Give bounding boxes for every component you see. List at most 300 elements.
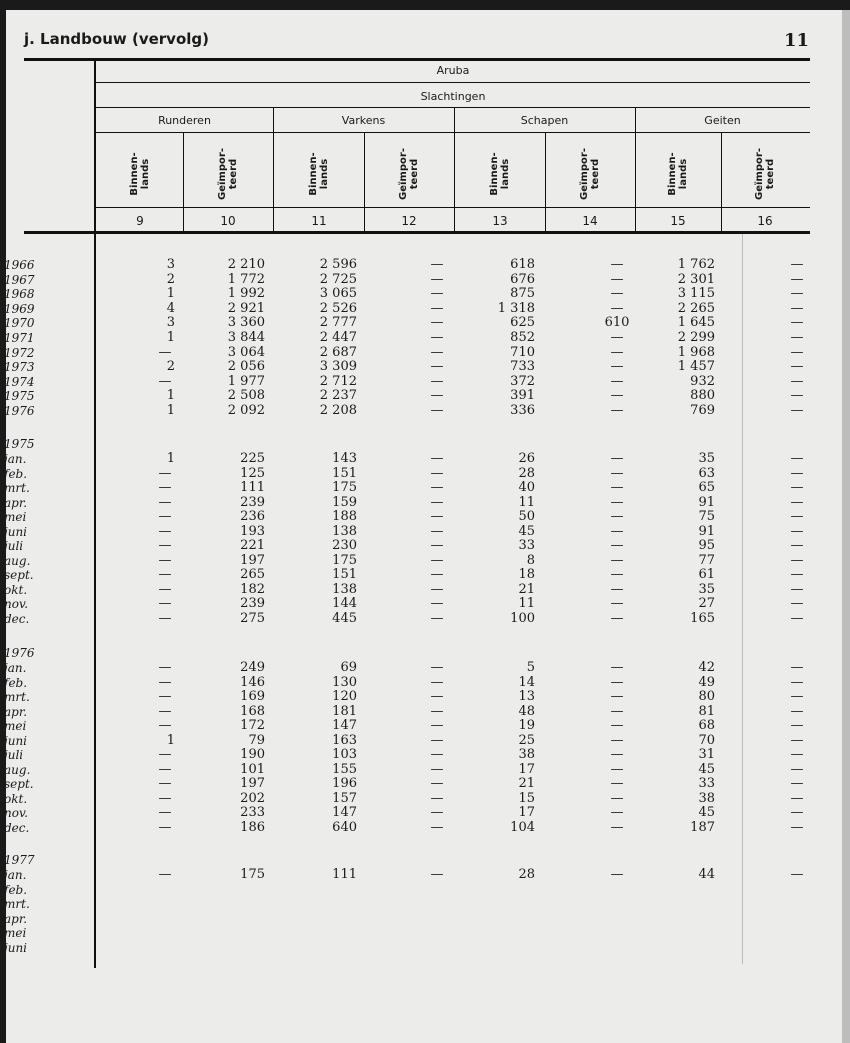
cell-col-14: — xyxy=(610,596,624,611)
row-label: aug. xyxy=(4,553,31,568)
subheading-geimporteerd: Geïmpor- teerd xyxy=(217,148,239,200)
cell-col-12: — xyxy=(430,344,444,360)
cell-col-16: — xyxy=(790,257,804,272)
cell-col-16: — xyxy=(790,286,804,302)
subheading-binnenlands: Binnen- lands xyxy=(667,152,689,196)
cell-col-15: 70 xyxy=(698,732,715,748)
cell-col-9: — xyxy=(158,819,172,835)
row-label: 1974 xyxy=(4,374,35,389)
cell-col-12: — xyxy=(430,761,444,777)
cell-col-13: 5 xyxy=(526,660,535,675)
animal-heading-varkens: Varkens xyxy=(341,114,386,127)
cell-col-9: — xyxy=(158,480,172,495)
top-rule xyxy=(24,58,810,61)
cell-col-14: — xyxy=(610,480,624,495)
cell-col-10: 2 508 xyxy=(227,388,265,404)
cell-col-12: — xyxy=(430,403,444,418)
cell-col-12: — xyxy=(430,359,444,375)
cell-col-9: 4 xyxy=(166,300,175,316)
cell-col-11: 175 xyxy=(332,552,357,568)
cell-col-12: — xyxy=(430,480,444,495)
cell-col-14: — xyxy=(610,761,624,777)
cell-col-11: 111 xyxy=(332,867,357,882)
cell-col-13: 100 xyxy=(510,610,535,626)
cell-col-14: — xyxy=(610,747,624,762)
table-row xyxy=(0,705,850,719)
cell-col-9: 1 xyxy=(166,732,175,748)
cell-col-11: 196 xyxy=(332,776,357,791)
cell-col-12: — xyxy=(430,300,444,316)
column-number: 16 xyxy=(757,214,773,228)
cell-col-14: — xyxy=(610,790,624,806)
cell-col-16: — xyxy=(790,660,804,675)
row-label: 1976 xyxy=(4,404,35,418)
cell-col-10: 172 xyxy=(240,718,265,733)
cell-col-16: — xyxy=(790,538,804,553)
row-label: feb. xyxy=(4,466,28,481)
cell-col-15: 91 xyxy=(698,494,715,510)
cell-col-11: 157 xyxy=(332,790,357,806)
cell-col-15: 165 xyxy=(690,610,715,626)
cell-col-13: 50 xyxy=(518,509,535,524)
cell-col-10: 1 977 xyxy=(227,373,265,389)
cell-col-10: 190 xyxy=(240,747,265,762)
cell-col-9: — xyxy=(158,703,172,719)
row-label: mrt. xyxy=(4,690,30,704)
col-divider xyxy=(545,133,546,231)
cell-col-15: 33 xyxy=(698,776,715,791)
table-row xyxy=(0,763,850,777)
table-row xyxy=(0,452,850,466)
cell-col-16: — xyxy=(790,552,804,568)
row-label: dec. xyxy=(4,820,30,835)
group-heading: Slachtingen xyxy=(420,90,486,103)
cell-col-13: 11 xyxy=(518,494,535,510)
cell-col-9: — xyxy=(158,509,172,524)
cell-col-11: 188 xyxy=(332,509,357,524)
cell-col-11: 2 777 xyxy=(319,315,357,331)
animal-heading-geiten: Geiten xyxy=(704,114,741,127)
cell-col-9: — xyxy=(158,610,172,626)
row-label: apr. xyxy=(4,495,28,510)
table-row xyxy=(0,792,850,806)
cell-col-10: 193 xyxy=(240,523,265,539)
cell-col-12: — xyxy=(430,465,444,481)
table-row xyxy=(0,273,850,287)
cell-col-10: 79 xyxy=(248,732,265,748)
cell-col-13: 17 xyxy=(518,761,535,777)
cell-col-15: 65 xyxy=(698,480,715,495)
row-label: sept. xyxy=(4,777,34,791)
cell-col-13: 15 xyxy=(518,790,535,806)
row-label: apr. xyxy=(4,704,28,719)
cell-col-11: 163 xyxy=(332,732,357,748)
subheading-geimporteerd: Geïmpor- teerd xyxy=(754,148,776,200)
row-label: sept. xyxy=(4,568,34,582)
cell-col-14: — xyxy=(610,403,624,418)
cell-col-16: — xyxy=(790,718,804,733)
cell-col-13: 45 xyxy=(518,523,535,539)
row-label: 1969 xyxy=(4,301,35,316)
cell-col-11: 2 725 xyxy=(319,271,357,287)
cell-col-14: — xyxy=(610,465,624,481)
cell-col-16: — xyxy=(790,747,804,762)
cell-col-9: — xyxy=(158,761,172,777)
row-label: juni xyxy=(4,940,28,955)
column-number: 10 xyxy=(220,214,236,228)
header-bottom-rule xyxy=(24,231,810,234)
cell-col-14: — xyxy=(610,805,624,820)
cell-col-9: — xyxy=(158,552,172,568)
cell-col-11: 151 xyxy=(332,465,357,481)
cell-col-12: — xyxy=(430,567,444,582)
cell-col-11: 2 208 xyxy=(319,403,357,418)
cell-col-9: — xyxy=(158,538,172,553)
table-row xyxy=(0,597,850,611)
cell-col-13: 40 xyxy=(518,480,535,495)
cell-col-12: — xyxy=(430,330,444,345)
cell-col-16: — xyxy=(790,523,804,539)
section-title: j. Landbouw (vervolg) xyxy=(24,30,209,48)
row-label: 1971 xyxy=(4,331,35,345)
cell-col-15: 1 968 xyxy=(677,344,715,360)
cell-col-11: 2 237 xyxy=(319,388,357,404)
cell-col-11: 151 xyxy=(332,567,357,582)
cell-col-11: 2 596 xyxy=(319,257,357,272)
table-row xyxy=(0,389,850,403)
row-label: mrt. xyxy=(4,481,30,495)
cell-col-14: — xyxy=(610,718,624,733)
cell-col-10: 2 092 xyxy=(227,403,265,418)
row-label: apr. xyxy=(4,911,28,926)
cell-col-14: — xyxy=(610,451,624,466)
cell-col-13: 11 xyxy=(518,596,535,611)
table-row xyxy=(0,661,850,675)
cell-col-11: 2 447 xyxy=(319,330,357,345)
row-label: jan. xyxy=(4,661,27,675)
cell-col-13: 19 xyxy=(518,718,535,733)
cell-col-10: 146 xyxy=(240,674,265,690)
cell-col-14: — xyxy=(610,689,624,704)
cell-col-10: 225 xyxy=(240,451,265,466)
rule xyxy=(96,82,810,83)
cell-col-16: — xyxy=(790,761,804,777)
cell-col-15: 49 xyxy=(698,674,715,690)
cell-col-11: 69 xyxy=(340,660,357,675)
cell-col-13: 25 xyxy=(518,732,535,748)
cell-col-12: — xyxy=(430,388,444,404)
cell-col-16: — xyxy=(790,271,804,287)
cell-col-16: — xyxy=(790,703,804,719)
cell-col-13: 13 xyxy=(518,689,535,704)
table-row xyxy=(0,868,850,882)
row-label: 1970 xyxy=(4,316,35,331)
column-number: 11 xyxy=(311,214,327,228)
cell-col-16: — xyxy=(790,674,804,690)
table-row xyxy=(0,525,850,539)
cell-col-11: 144 xyxy=(332,596,357,611)
cell-col-16: — xyxy=(790,344,804,360)
col-divider xyxy=(635,108,636,231)
cell-col-15: 68 xyxy=(698,718,715,733)
cell-col-12: — xyxy=(430,610,444,626)
cell-col-16: — xyxy=(790,330,804,345)
cell-col-15: 35 xyxy=(698,451,715,466)
cell-col-12: — xyxy=(430,257,444,272)
table-row xyxy=(0,258,850,272)
col-divider xyxy=(183,133,184,231)
cell-col-13: 336 xyxy=(510,403,535,418)
cell-col-14: — xyxy=(610,867,624,882)
cell-col-16: — xyxy=(790,867,804,882)
cell-col-9: — xyxy=(158,718,172,733)
cell-col-15: 880 xyxy=(690,388,715,404)
cell-col-14: — xyxy=(610,703,624,719)
cell-col-9: — xyxy=(158,523,172,539)
subheading-binnenlands: Binnen- lands xyxy=(129,152,151,196)
cell-col-13: 104 xyxy=(510,819,535,835)
table-row xyxy=(0,316,850,330)
cell-col-15: 61 xyxy=(698,567,715,582)
cell-col-15: 91 xyxy=(698,523,715,539)
cell-col-11: 138 xyxy=(332,523,357,539)
cell-col-12: — xyxy=(430,373,444,389)
col-divider xyxy=(273,108,274,231)
cell-col-10: 3 844 xyxy=(227,330,265,345)
cell-col-14: — xyxy=(610,330,624,345)
row-label: 1975 xyxy=(4,389,35,404)
table-row xyxy=(0,287,850,301)
cell-col-15: 1 457 xyxy=(677,359,715,375)
cell-col-13: 676 xyxy=(510,271,535,287)
cell-col-9: — xyxy=(158,689,172,704)
cell-col-15: 2 301 xyxy=(677,271,715,287)
cell-col-13: 38 xyxy=(518,747,535,762)
cell-col-14: — xyxy=(610,373,624,389)
cell-col-15: 63 xyxy=(698,465,715,481)
cell-col-16: — xyxy=(790,373,804,389)
cell-col-11: 143 xyxy=(332,451,357,466)
cell-col-9: — xyxy=(158,596,172,611)
cell-col-11: 3 065 xyxy=(319,286,357,302)
cell-col-14: — xyxy=(610,509,624,524)
cell-col-10: 249 xyxy=(240,660,265,675)
table-row xyxy=(0,941,850,955)
table-row xyxy=(0,302,850,316)
row-label: nov. xyxy=(4,806,29,820)
cell-col-10: 2 056 xyxy=(227,359,265,375)
table-row xyxy=(0,539,850,553)
cell-col-14: — xyxy=(610,344,624,360)
cell-col-15: 3 115 xyxy=(677,286,715,302)
table-row xyxy=(0,883,850,897)
subheading-geimporteerd: Geïmpor- teerd xyxy=(398,148,420,200)
table-row xyxy=(0,496,850,510)
cell-col-12: — xyxy=(430,819,444,835)
table-row xyxy=(0,690,850,704)
cell-col-16: — xyxy=(790,509,804,524)
row-label: 1968 xyxy=(4,287,35,302)
cell-col-9: — xyxy=(158,867,172,882)
table-row xyxy=(0,554,850,568)
cell-col-9: — xyxy=(158,660,172,675)
cell-col-15: 45 xyxy=(698,761,715,777)
cell-col-11: 103 xyxy=(332,747,357,762)
col-divider xyxy=(721,133,722,231)
cell-col-13: 618 xyxy=(510,257,535,272)
cell-col-13: 1 318 xyxy=(497,300,535,316)
cell-col-16: — xyxy=(790,790,804,806)
cell-col-9: — xyxy=(158,567,172,582)
row-label: jan. xyxy=(4,452,27,466)
column-number: 12 xyxy=(401,214,417,228)
row-label: okt. xyxy=(4,582,28,597)
cell-col-10: 182 xyxy=(240,581,265,597)
cell-col-10: 1 772 xyxy=(227,271,265,287)
cell-col-15: 77 xyxy=(698,552,715,568)
table-row xyxy=(0,583,850,597)
cell-col-14: — xyxy=(610,552,624,568)
cell-col-13: 875 xyxy=(510,286,535,302)
cell-col-13: 852 xyxy=(510,330,535,345)
cell-col-10: 197 xyxy=(240,552,265,568)
cell-col-12: — xyxy=(430,523,444,539)
cell-col-9: — xyxy=(158,776,172,791)
table-row xyxy=(0,748,850,762)
cell-col-10: 2 921 xyxy=(227,300,265,316)
table-row xyxy=(0,821,850,835)
cell-col-11: 445 xyxy=(332,610,357,626)
cell-col-14: — xyxy=(610,257,624,272)
subheading-geimporteerd: Geïmpor- teerd xyxy=(579,148,601,200)
table-row xyxy=(0,897,850,911)
cell-col-9: 1 xyxy=(166,451,175,466)
table-row xyxy=(0,404,850,418)
cell-col-12: — xyxy=(430,747,444,762)
cell-col-10: 202 xyxy=(240,790,265,806)
cell-col-14: — xyxy=(610,660,624,675)
cell-col-9: — xyxy=(158,790,172,806)
table-row xyxy=(0,467,850,481)
rule xyxy=(96,207,810,208)
row-label: 1967 xyxy=(4,272,35,287)
cell-col-14: — xyxy=(610,674,624,690)
cell-col-15: 75 xyxy=(698,509,715,524)
row-label: okt. xyxy=(4,791,28,806)
cell-col-10: 239 xyxy=(240,596,265,611)
cell-col-15: 81 xyxy=(698,703,715,719)
cell-col-13: 48 xyxy=(518,703,535,719)
cell-col-16: — xyxy=(790,567,804,582)
cell-col-10: 3 064 xyxy=(227,344,265,360)
table-row xyxy=(0,568,850,582)
cell-col-14: — xyxy=(610,359,624,375)
column-number: 15 xyxy=(670,214,686,228)
cell-col-12: — xyxy=(430,790,444,806)
row-label: feb. xyxy=(4,882,28,897)
cell-col-10: 197 xyxy=(240,776,265,791)
cell-col-10: 2 210 xyxy=(227,257,265,272)
column-number: 13 xyxy=(492,214,508,228)
cell-col-12: — xyxy=(430,552,444,568)
cell-col-15: 1 645 xyxy=(677,315,715,331)
table-row xyxy=(0,510,850,524)
rule xyxy=(96,107,810,108)
cell-col-16: — xyxy=(790,480,804,495)
cell-col-15: 932 xyxy=(690,373,715,389)
cell-col-14: — xyxy=(610,494,624,510)
cell-col-12: — xyxy=(430,660,444,675)
cell-col-13: 21 xyxy=(518,776,535,791)
cell-col-13: 26 xyxy=(518,451,535,466)
cell-col-16: — xyxy=(790,819,804,835)
cell-col-10: 168 xyxy=(240,703,265,719)
cell-col-15: 38 xyxy=(698,790,715,806)
row-label: jan. xyxy=(4,868,27,882)
cell-col-12: — xyxy=(430,315,444,331)
cell-col-11: 230 xyxy=(332,538,357,553)
cell-col-10: 3 360 xyxy=(227,315,265,331)
table-row xyxy=(0,912,850,926)
table-row xyxy=(0,375,850,389)
cell-col-9: — xyxy=(158,747,172,762)
row-label: mrt. xyxy=(4,897,30,911)
cell-col-9: 1 xyxy=(166,403,175,418)
cell-col-11: 3 309 xyxy=(319,359,357,375)
cell-col-16: — xyxy=(790,315,804,331)
cell-col-11: 2 526 xyxy=(319,300,357,316)
cell-col-11: 138 xyxy=(332,581,357,597)
cell-col-16: — xyxy=(790,403,804,418)
cell-col-12: — xyxy=(430,271,444,287)
cell-col-13: 710 xyxy=(510,344,535,360)
cell-col-12: — xyxy=(430,538,444,553)
cell-col-15: 2 265 xyxy=(677,300,715,316)
cell-col-16: — xyxy=(790,689,804,704)
cell-col-9: 2 xyxy=(166,271,175,287)
cell-col-16: — xyxy=(790,732,804,748)
cell-col-10: 111 xyxy=(240,480,265,495)
row-label: juni xyxy=(4,524,28,539)
cell-col-10: 186 xyxy=(240,819,265,835)
cell-col-14: — xyxy=(610,538,624,553)
cell-col-14: 610 xyxy=(604,315,630,331)
row-label: 1973 xyxy=(4,360,35,375)
row-label: nov. xyxy=(4,597,29,611)
row-label: 1966 xyxy=(4,258,35,272)
cell-col-14: — xyxy=(610,776,624,791)
cell-col-12: — xyxy=(430,674,444,690)
cell-col-14: — xyxy=(610,271,624,287)
cell-col-16: — xyxy=(790,300,804,316)
cell-col-15: 187 xyxy=(690,819,715,835)
cell-col-10: 101 xyxy=(240,761,265,777)
rule xyxy=(96,132,810,133)
cell-col-9: — xyxy=(158,465,172,481)
cell-col-12: — xyxy=(430,703,444,719)
row-label: mei xyxy=(4,510,27,524)
cell-col-15: 27 xyxy=(698,596,715,611)
row-label: aug. xyxy=(4,762,31,777)
cell-col-10: 233 xyxy=(240,805,265,820)
cell-col-9: — xyxy=(158,494,172,510)
cell-col-12: — xyxy=(430,718,444,733)
col-divider xyxy=(364,133,365,231)
cell-col-10: 175 xyxy=(240,867,265,882)
cell-col-15: 42 xyxy=(698,660,715,675)
cell-col-11: 147 xyxy=(332,805,357,820)
cell-col-12: — xyxy=(430,451,444,466)
